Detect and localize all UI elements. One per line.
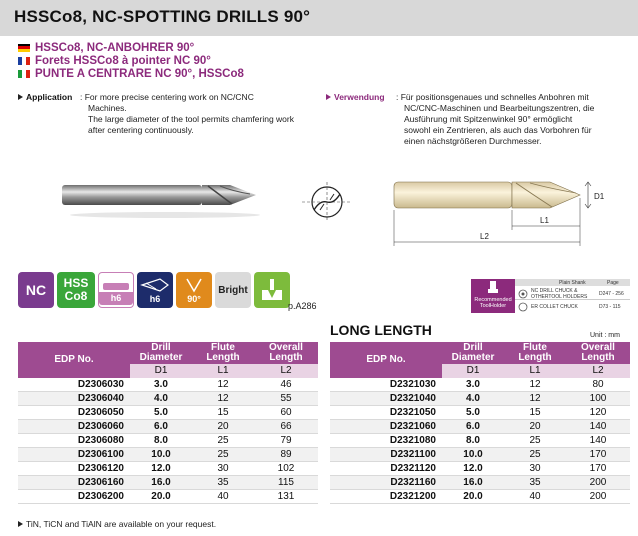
l1-label: L1 xyxy=(540,216,549,225)
table-row xyxy=(330,434,630,448)
diameter-cell: 16.0 xyxy=(442,476,504,490)
nc-badge: NC xyxy=(18,272,54,308)
lang-row-it xyxy=(18,67,244,80)
diameter-cell: 12.0 xyxy=(130,462,192,476)
edp-cell: D2306080 xyxy=(18,434,130,448)
tip-cross-section-icon xyxy=(300,180,354,224)
holder-col-shank: Plain Shank xyxy=(559,280,586,286)
edp-cell: D2321050 xyxy=(330,406,442,420)
diameter-cell: 6.0 xyxy=(130,420,192,434)
flute-icon xyxy=(140,277,170,293)
triangle-bullet-icon xyxy=(326,94,331,100)
point-angle-icon xyxy=(179,277,209,293)
h6-label: h6 xyxy=(99,292,133,305)
diameter-cell: 5.0 xyxy=(442,406,504,420)
col-header-overall: Overall Length xyxy=(254,342,318,364)
lang-row-fr xyxy=(18,54,244,67)
table-row xyxy=(18,434,318,448)
l2-label: L2 xyxy=(480,232,489,241)
diameter-cell: 8.0 xyxy=(130,434,192,448)
flute-length-cell: 30 xyxy=(504,462,566,476)
diameter-cell: 20.0 xyxy=(442,490,504,504)
verwendung-line: : Für positionsgenaues und schnelles Anbohren mit xyxy=(396,92,589,102)
flute-length-cell: 35 xyxy=(504,476,566,490)
holder-row-page: D247 - 256 xyxy=(599,291,624,297)
edp-cell: D2321160 xyxy=(330,476,442,490)
table-row xyxy=(18,448,318,462)
lang-text-it: PUNTE A CENTRARE NC 90°, HSSCo8 xyxy=(35,67,244,80)
flute-length-cell: 25 xyxy=(504,434,566,448)
table-row xyxy=(330,490,630,504)
col-header-edp: EDP No. xyxy=(330,342,442,378)
diameter-cell: 5.0 xyxy=(130,406,192,420)
flute-length-cell: 15 xyxy=(192,406,254,420)
bright-finish-badge: Bright xyxy=(215,272,251,308)
flute-length-cell: 12 xyxy=(192,378,254,392)
diameter-cell: 20.0 xyxy=(130,490,192,504)
col-symbol-d1: D1 xyxy=(442,364,504,378)
table-row xyxy=(330,476,630,490)
footnote-text: TiN, TiCN and TiAlN are available on your request. xyxy=(26,519,217,529)
angle-label: 90° xyxy=(187,294,201,304)
flute-length-cell: 40 xyxy=(504,490,566,504)
feature-badges xyxy=(18,272,290,308)
application-block xyxy=(18,92,318,136)
diameter-cell: 4.0 xyxy=(442,392,504,406)
center-hole-icon xyxy=(258,276,286,304)
overall-length-cell: 55 xyxy=(254,392,318,406)
hss-line1: HSS xyxy=(63,276,89,290)
spec-table-right xyxy=(330,342,630,504)
diameter-cell: 4.0 xyxy=(130,392,192,406)
hss-line2: Co8 xyxy=(64,289,88,303)
table-row xyxy=(18,392,318,406)
table-row xyxy=(330,462,630,476)
section-title: LONG LENGTH xyxy=(330,322,432,338)
center-hole-badge xyxy=(254,272,290,308)
diameter-cell: 6.0 xyxy=(442,420,504,434)
overall-length-cell: 120 xyxy=(566,406,630,420)
edp-cell: D2321120 xyxy=(330,462,442,476)
col-symbol-l2: L2 xyxy=(254,364,318,378)
verwendung-line: Ausführung mit Spitzenwinkel 90° ermöglicht xyxy=(404,114,573,124)
table-row xyxy=(330,420,630,434)
holder-row xyxy=(515,301,630,314)
overall-length-cell: 79 xyxy=(254,434,318,448)
flute-length-cell: 35 xyxy=(192,476,254,490)
edp-cell: D2306160 xyxy=(18,476,130,490)
table-row xyxy=(330,392,630,406)
application-line: after centering continuously. xyxy=(88,125,194,135)
holder-left-panel xyxy=(471,279,515,313)
edp-cell: D2321080 xyxy=(330,434,442,448)
overall-length-cell: 140 xyxy=(566,434,630,448)
flute-length-cell: 40 xyxy=(192,490,254,504)
shank-tolerance-badge xyxy=(98,272,134,308)
triangle-bullet-icon xyxy=(18,521,23,527)
overall-length-cell: 170 xyxy=(566,448,630,462)
col-header-flute: Flute Length xyxy=(192,342,254,364)
diameter-cell: 12.0 xyxy=(442,462,504,476)
lang-text-de: HSSCo8, NC-ANBOHRER 90° xyxy=(35,41,195,54)
german-flag-icon xyxy=(18,44,30,52)
flute-length-cell: 12 xyxy=(504,378,566,392)
point-angle-badge xyxy=(176,272,212,308)
flute-length-cell: 20 xyxy=(504,420,566,434)
diameter-cell: 10.0 xyxy=(442,448,504,462)
edp-cell: D2321040 xyxy=(330,392,442,406)
edp-cell: D2306200 xyxy=(18,490,130,504)
diameter-cell: 10.0 xyxy=(130,448,192,462)
table-row xyxy=(18,490,318,504)
overall-length-cell: 102 xyxy=(254,462,318,476)
table-row xyxy=(18,476,318,490)
edp-cell: D2306100 xyxy=(18,448,130,462)
flute-length-cell: 20 xyxy=(192,420,254,434)
diameter-tolerance-badge xyxy=(137,272,173,308)
lang-text-fr: Forets HSSCo8 à pointer NC 90° xyxy=(35,54,211,67)
holder-row xyxy=(515,287,630,300)
table-row xyxy=(18,420,318,434)
unit-label: Unit : mm xyxy=(590,332,620,339)
table-row xyxy=(18,378,318,392)
overall-length-cell: 89 xyxy=(254,448,318,462)
overall-length-cell: 80 xyxy=(566,378,630,392)
overall-length-cell: 46 xyxy=(254,378,318,392)
holder-row-name: ER COLLET CHUCK xyxy=(531,304,578,310)
col-header-overall: Overall Length xyxy=(566,342,630,364)
shank-icon xyxy=(101,280,131,292)
page-reference: p.A286 xyxy=(288,301,317,311)
overall-length-cell: 140 xyxy=(566,420,630,434)
edp-cell: D2321100 xyxy=(330,448,442,462)
overall-length-cell: 66 xyxy=(254,420,318,434)
edp-cell: D2306120 xyxy=(18,462,130,476)
flute-length-cell: 12 xyxy=(504,392,566,406)
drill-chuck-icon xyxy=(518,289,528,299)
recommended-toolholder-box xyxy=(471,279,630,313)
language-list xyxy=(18,41,244,80)
h6-label: h6 xyxy=(149,294,161,304)
diameter-cell: 3.0 xyxy=(130,378,192,392)
diameter-cell: 8.0 xyxy=(442,434,504,448)
verwendung-line: einen nächstgrößeren Durchmesser. xyxy=(404,136,542,146)
verwendung-line: NC/CNC-Maschinen und Bearbeitungszentren, die xyxy=(404,103,595,113)
overall-length-cell: 200 xyxy=(566,476,630,490)
col-symbol-l2: L2 xyxy=(566,364,630,378)
overall-length-cell: 200 xyxy=(566,490,630,504)
application-line: Machines. xyxy=(88,103,127,113)
col-symbol-l1: L1 xyxy=(504,364,566,378)
flute-length-cell: 25 xyxy=(192,448,254,462)
flute-length-cell: 12 xyxy=(192,392,254,406)
verwendung-line: sowohl ein Zentrieren, als auch das Vorbohren für xyxy=(404,125,592,135)
holder-col-page: Page xyxy=(607,280,619,286)
flute-length-cell: 30 xyxy=(192,462,254,476)
french-flag-icon xyxy=(18,57,30,65)
verwendung-block xyxy=(326,92,632,147)
triangle-bullet-icon xyxy=(18,94,23,100)
application-line: : For more precise centering work on NC/CNC xyxy=(80,92,254,102)
table-row xyxy=(18,406,318,420)
toolholder-icon xyxy=(487,281,499,295)
dimension-diagram xyxy=(380,166,620,246)
edp-cell: D2306050 xyxy=(18,406,130,420)
edp-cell: D2306030 xyxy=(18,378,130,392)
holder-row-page: D73 - 115 xyxy=(599,304,621,310)
col-header-diameter: Drill Diameter xyxy=(442,342,504,364)
edp-cell: D2321030 xyxy=(330,378,442,392)
col-symbol-d1: D1 xyxy=(130,364,192,378)
overall-length-cell: 131 xyxy=(254,490,318,504)
page-title: HSSCo8, NC-SPOTTING DRILLS 90° xyxy=(14,7,311,26)
table-row xyxy=(330,406,630,420)
hss-co8-badge xyxy=(57,272,95,308)
overall-length-cell: 100 xyxy=(566,392,630,406)
italian-flag-icon xyxy=(18,70,30,78)
col-header-diameter: Drill Diameter xyxy=(130,342,192,364)
diameter-cell: 16.0 xyxy=(130,476,192,490)
col-header-flute: Flute Length xyxy=(504,342,566,364)
lang-row-de xyxy=(18,41,244,54)
drill-photo-image xyxy=(60,177,270,221)
holder-row-name: NC DRILL CHUCK & OTHERTOOL HOLDERS xyxy=(531,288,588,300)
col-symbol-l1: L1 xyxy=(192,364,254,378)
overall-length-cell: 115 xyxy=(254,476,318,490)
edp-cell: D2321060 xyxy=(330,420,442,434)
application-line: The large diameter of the tool permits chamfering work xyxy=(88,114,294,124)
table-row xyxy=(330,378,630,392)
holder-left-label: Recommended ToolHolder xyxy=(474,297,512,309)
table-row xyxy=(330,448,630,462)
edp-cell: D2306060 xyxy=(18,420,130,434)
spec-table-left xyxy=(18,342,318,504)
table-row xyxy=(18,462,318,476)
edp-cell: D2321200 xyxy=(330,490,442,504)
flute-length-cell: 25 xyxy=(504,448,566,462)
collet-chuck-icon xyxy=(518,302,528,312)
d1-label: D1 xyxy=(594,192,605,201)
diameter-cell: 3.0 xyxy=(442,378,504,392)
holder-header xyxy=(515,279,630,286)
flute-length-cell: 15 xyxy=(504,406,566,420)
edp-cell: D2306040 xyxy=(18,392,130,406)
verwendung-label: Verwendung xyxy=(334,92,385,102)
col-header-edp: EDP No. xyxy=(18,342,130,378)
overall-length-cell: 170 xyxy=(566,462,630,476)
footnote xyxy=(18,519,216,529)
flute-length-cell: 25 xyxy=(192,434,254,448)
application-label: Application xyxy=(26,92,73,102)
overall-length-cell: 60 xyxy=(254,406,318,420)
